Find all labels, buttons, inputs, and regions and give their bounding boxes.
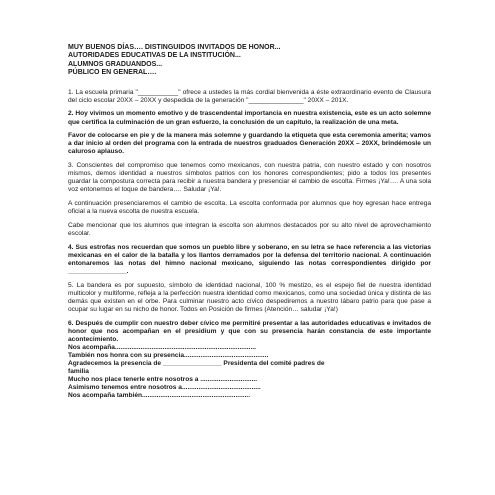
list-item: familia [68,368,89,376]
paragraph-3-flag-honors: 3. Conscientes del compromiso que tenemos como mexicanos, con nuestra patria, con nuestro estado y con nosotros mismos, demos identidad a nuestros símbolos patrios con los honores correspondientes; pido a todos los presentes guardar la compostura correcta para recibir a nuestra bandera y presenciar el cambio de escolta. Firmes ¡Ya!…. A una sola voz entonemos el toque de bandera…. Saludar ¡Ya!. [68,162,431,194]
paragraph-1-welcome: 1. La escuela primaria "___________" ofrece a ustedes la más cordial bienvenida a éste extraordinario evento de Clausura del ciclo escolar 20XX – 20XX y despedida de la generación "_______________" 20XX – 201X. [68,88,431,104]
list-item: Agradecemos la presencia de ________________ Presidenta del comité padres de [68,360,325,367]
list-item: También nos honra con su presencia.............................................. [68,351,269,359]
greeting-heading [68,44,431,78]
list-item: Nos acompaña también........................................................... [68,392,251,400]
paragraph-2-moment: 2. Hoy vivimos un momento emotivo y de trascendental importancia en nuestra existencia, este es un acto solemne que certifica la culminación de un gran esfuerzo, la conclusión de un capítulo, la realización de una meta. [68,110,431,126]
guest-list [68,344,431,401]
list-item: Nos acompaña............................................................................. [68,343,256,351]
paragraph-graduates-entry: Favor de colocarse en pie y de la manera más solemne y guardando la etiqueta que esta ceremonia amerita; vamos a dar inicio al orden del programa con la entrada de nuestros graduados Generación 20XX – 20XX, brindémosle un caluroso aplauso. [68,132,431,156]
paragraph-escort-students: Cabe mencionar que los alumnos que integran la escolta son alumnos destacados por su alto nivel de aprovechamiento escolar. [68,221,431,237]
greeting-line: AUTORIDADES EDUCATIVAS DE LA INSTITUCIÓN... [68,52,241,60]
list-item: Asimismo tenemos entre nosotros a........................................... [68,384,261,392]
paragraph-6-presidium: 6. Después de cumplir con nuestro deber cívico me permitiré presentar a las autoridades educativas e invitados de honor que nos acompañan en el presidium y que con su presencia harán constancia de este importante acontecimiento. [68,319,431,343]
list-item: Mucho nos place tenerle entre nosotros a ............................... [68,376,258,384]
paragraph-4-anthem: 4. Sus estrofas nos recuerdan que somos un pueblo libre y soberano, en su letra se hace referencia a las victorias mexicanas en el calor de la batalla y los llantos derramados por la defensa del territorio nacional. A continuación entonaremos las notas del himno nacional mexicano, siguiendo las notas correspondientes dirigido por ________________. [68,243,431,275]
greeting-line: PÚBLICO EN GENERAL…. [68,69,157,77]
paragraph-5-flag: 5. La bandera es por supuesto, símbolo de identidad nacional, 100 % mestizo, es el espejo fiel de nuestra identidad multicolor y multiforme, refleja a la perfección nuestra identidad como mexicanos, como una sociedad única y distinta de las demás que existen en el orbe. Para culminar nuestro acto cívico despediremos a nuestro lábaro patrio para que pase a ocupar su lugar en su nicho de honor. Todos en Posición de firmes (Atención… saludar ¡Ya!) [68,281,431,313]
greeting-line: MUY BUENOS DÍAS…. DISTINGUIDOS INVITADOS DE HONOR... [68,44,281,51]
paragraph-escort-change: A continuación presenciaremos el cambio de escolta. La escolta conformada por alumnos que hoy egresan hace entrega oficial a la nueva escolta de nuestra escuela. [68,200,431,216]
greeting-line: ALUMNOS GRADUANDOS... [68,60,163,68]
